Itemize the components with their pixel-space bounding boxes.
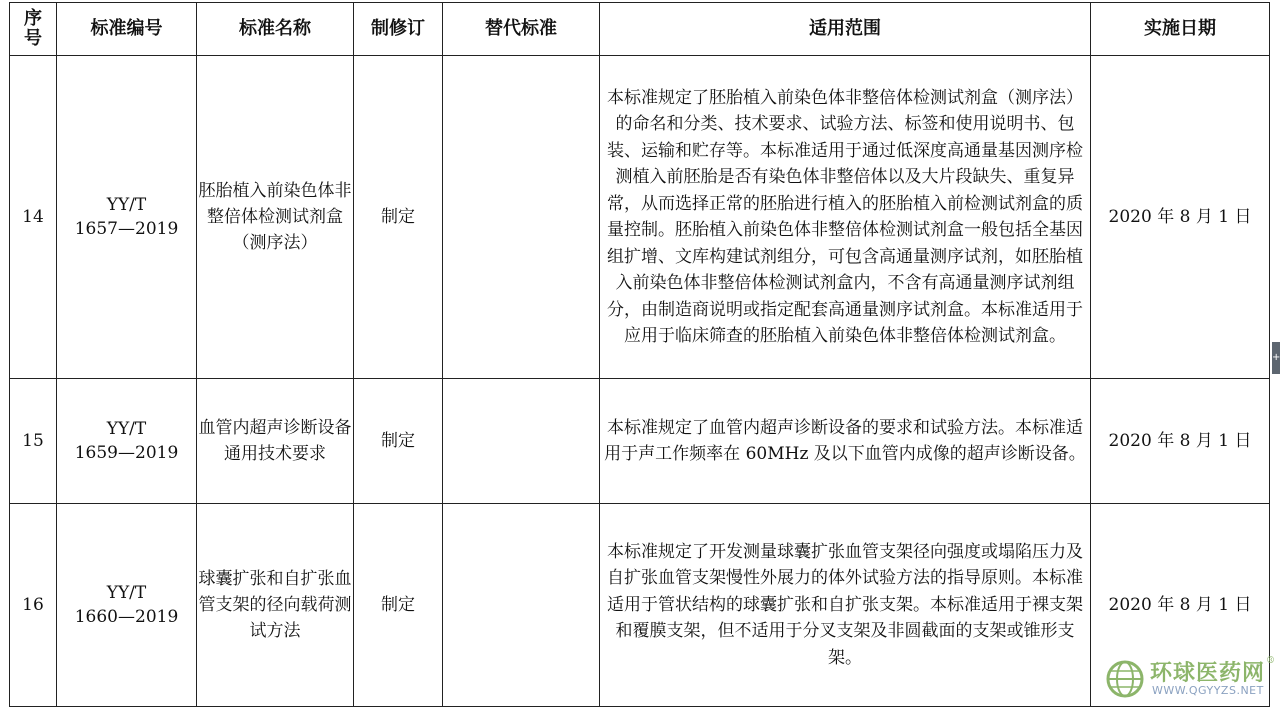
cell-seq: 15 [10, 379, 57, 504]
cell-code [57, 504, 197, 707]
header-replaces: 替代标准 [443, 3, 600, 56]
cell-seq: 14 [10, 56, 57, 379]
code-prefix: YY/T [106, 195, 147, 215]
header-code: 标准编号 [57, 3, 197, 56]
table-row [10, 504, 1270, 707]
watermark-logo [1106, 656, 1276, 700]
cell-seq: 16 [10, 504, 57, 707]
cell-revision: 制定 [354, 379, 443, 504]
cell-name: 胚胎植入前染色体非整倍体检测试剂盒（测序法） [197, 56, 354, 379]
standards-table [9, 2, 1270, 707]
code-prefix: YY/T [106, 419, 147, 439]
header-revision: 制修订 [354, 3, 443, 56]
watermark-url: WWW.QGYYZS.NET [1152, 684, 1264, 697]
cell-date: 2020 年 8 月 1 日 [1091, 504, 1270, 707]
cell-code [57, 56, 197, 379]
table-row [10, 379, 1270, 504]
cell-code [57, 379, 197, 504]
watermark-brand: 环球医药网 [1150, 661, 1266, 686]
code-prefix: YY/T [106, 583, 147, 603]
cell-date: 2020 年 8 月 1 日 [1091, 379, 1270, 504]
cell-date: 2020 年 8 月 1 日 [1091, 56, 1270, 379]
cell-name: 血管内超声诊断设备通用技术要求 [197, 379, 354, 504]
side-expand-tab[interactable]: + [1272, 342, 1280, 374]
cell-scope: 本标准规定了开发测量球囊扩张血管支架径向强度或塌陷压力及自扩张血管支架慢性外展力的体外试验方法的指导原则。本标准适用于管状结构的球囊扩张和自扩张支架。本标准适用于裸支架和覆膜支架，但不适用于分叉支架及非圆截面的支架或锥形支架。 [600, 504, 1091, 707]
header-scope: 适用范围 [600, 3, 1091, 56]
cell-replaces [443, 504, 600, 707]
code-number: 1660—2019 [74, 607, 179, 627]
cell-revision: 制定 [354, 56, 443, 379]
cell-scope: 本标准规定了血管内超声诊断设备的要求和试验方法。本标准适用于声工作频率在 60MHz 及以下血管内成像的超声诊断设备。 [600, 379, 1091, 504]
cell-name: 球囊扩张和自扩张血管支架的径向载荷测试方法 [197, 504, 354, 707]
cell-replaces [443, 56, 600, 379]
header-name: 标准名称 [197, 3, 354, 56]
code-number: 1657—2019 [74, 219, 179, 239]
header-date: 实施日期 [1091, 3, 1270, 56]
globe-icon [1106, 660, 1144, 698]
table-row [10, 56, 1270, 379]
watermark-registered: ® [1266, 656, 1275, 666]
cell-scope: 本标准规定了胚胎植入前染色体非整倍体检测试剂盒（测序法）的命名和分类、技术要求、试验方法、标签和使用说明书、包装、运输和贮存等。本标准适用于通过低深度高通量基因测序检测植入前胚胎是否有染色体非整倍体以及大片段缺失、重复异常，从而选择正常的胚胎进行植入的胚胎植入前检测试剂盒的质量控制。胚胎植入前染色体非整倍体检测试剂盒一般包括全基因组扩增、文库构建试剂组分，可包含高通量测序试剂，如胚胎植入前染色体非整倍体检测试剂盒内，不含有高通量测序试剂组分，由制造商说明或指定配套高通量测序试剂盒。本标准适用于应用于临床筛查的胚胎植入前染色体非整倍体检测试剂盒。 [600, 56, 1091, 379]
header-row [10, 3, 1270, 56]
header-seq: 序号 [10, 3, 57, 56]
cell-replaces [443, 379, 600, 504]
cell-revision: 制定 [354, 504, 443, 707]
code-number: 1659—2019 [74, 443, 179, 463]
